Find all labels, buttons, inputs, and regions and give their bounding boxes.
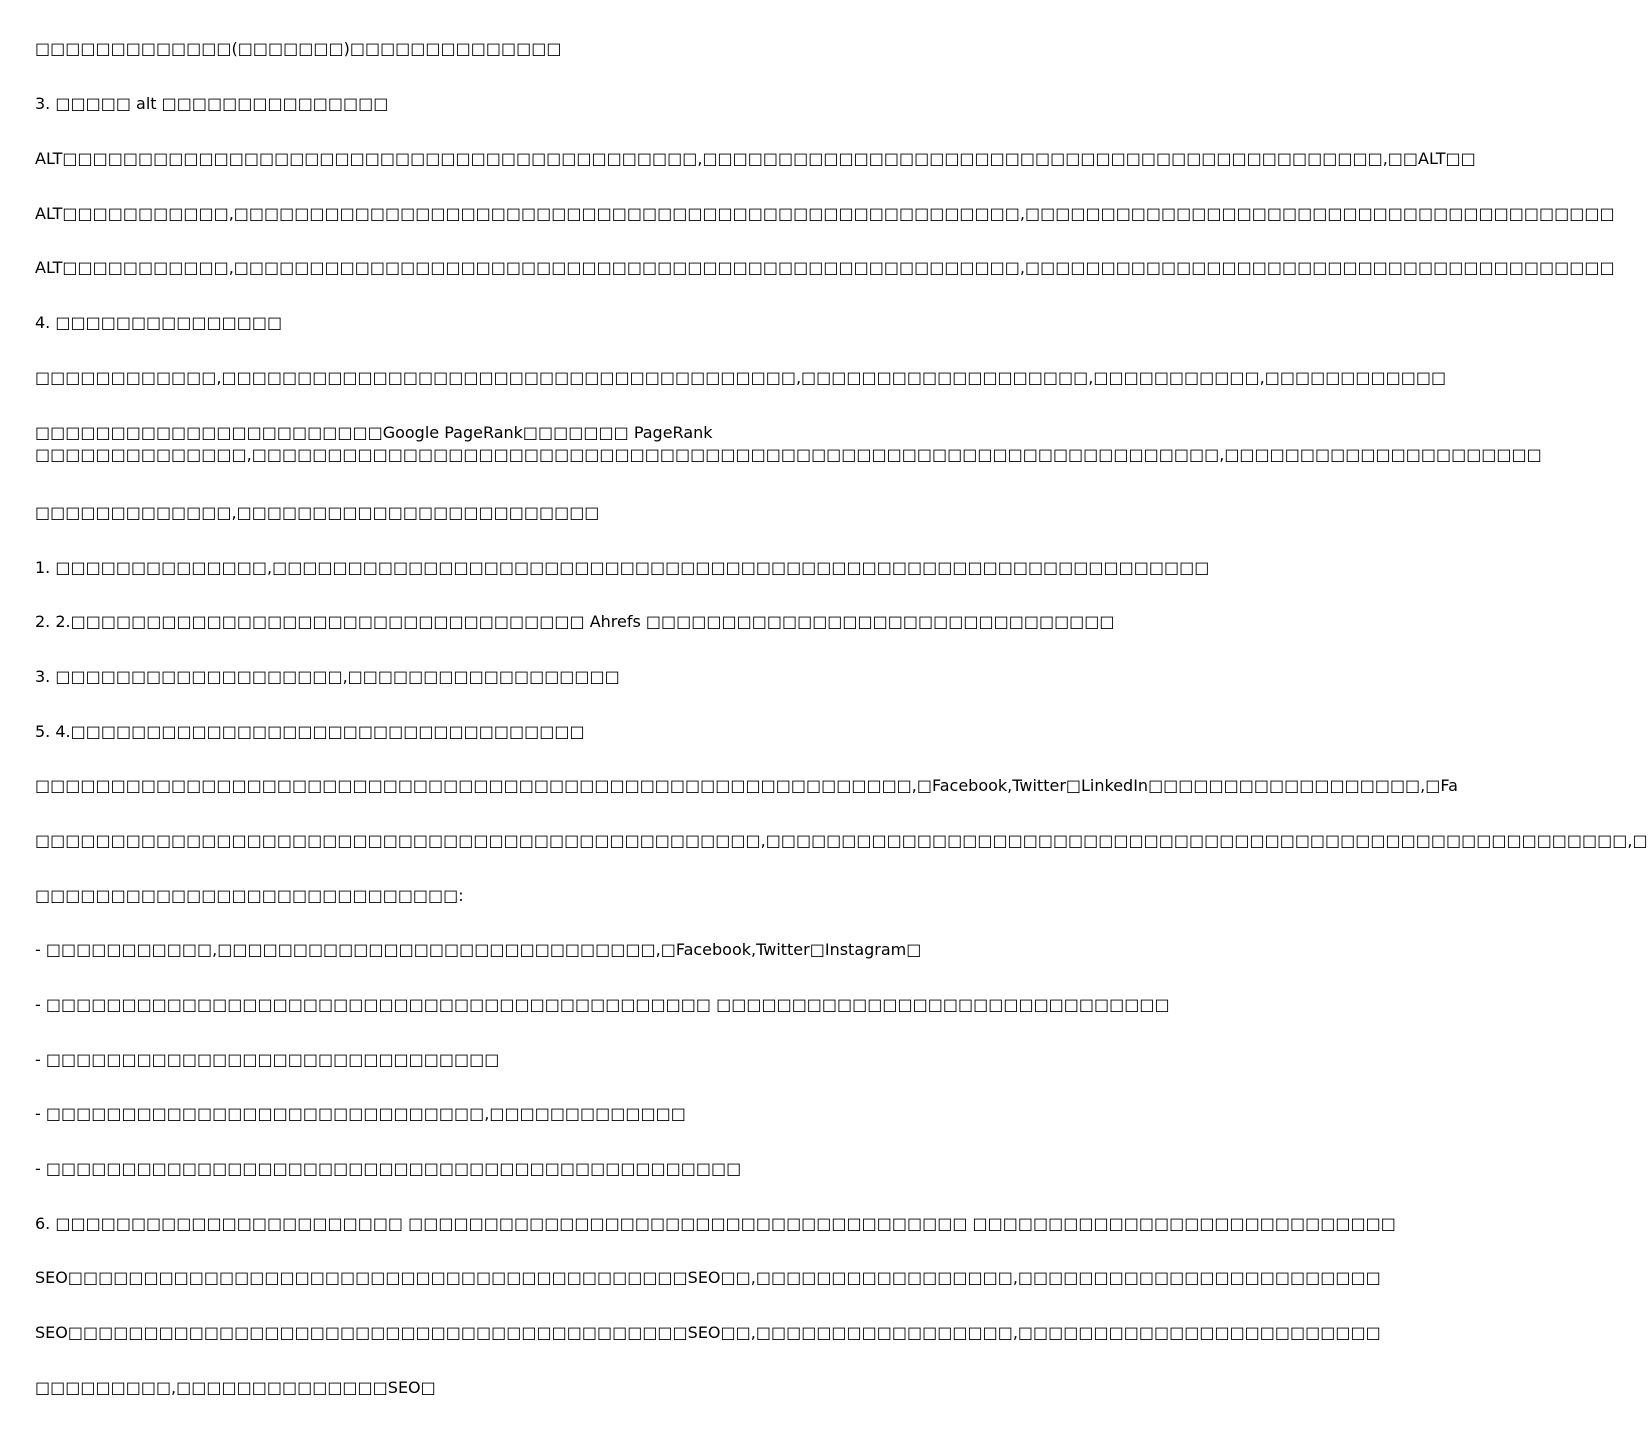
list-item: 2. 2.□□□□□□□□□□□□□□□□□□□□□□□□□□□□□□□□□□ Ahrefs □□□□□□□□□□□□□□□□□□□□□□□□□□□□□□□	[35, 612, 1115, 631]
paragraph-line: □□□□□□□□□□□□□(□□□□□□□)□□□□□□□□□□□□□□	[35, 39, 562, 58]
paragraph-line: □□□□□□□□□,□□□□□□□□□□□□□□SEO□	[35, 1378, 436, 1397]
bullet-item: - □□□□□□□□□□□□□□□□□□□□□□□□□□□□□□□□□□□□□□□□□□□□ □□□□□□□□□□□□□□□□□□□□□□□□□□□□□□	[35, 995, 1170, 1014]
paragraph-line: □□□□□□□□□□□□□,□□□□□□□□□□□□□□□□□□□□□□□□	[35, 503, 600, 522]
paragraph-line: SEO□□□□□□□□□□□□□□□□□□□□□□□□□□□□□□□□□□□□□□□□□SEO□□,□□□□□□□□□□□□□□□□□,□□□□□□□□□□□□□□□□□□□□□□□□	[35, 1268, 1381, 1287]
list-item: 1. □□□□□□□□□□□□□□,□□□□□□□□□□□□□□□□□□□□□□□□□□□□□□□□□□□□□□□□□□□□□□□□□□□□□□□□□□□□□□	[35, 558, 1210, 577]
paragraph-line: ALT□□□□□□□□□□□,□□□□□□□□□□□□□□□□□□□□□□□□□□□□□□□□□□□□□□□□□□□□□□□□□□□□,□□□□□□□□□□□□□□□□□□□□□□□□□□□□□□□□□□□□□□□	[35, 258, 1615, 277]
section-heading-alt: 3. □□□□□ alt □□□□□□□□□□□□□□□	[35, 94, 389, 113]
paragraph-pagerank	[35, 422, 1542, 466]
paragraph-line: ALT□□□□□□□□□□□,□□□□□□□□□□□□□□□□□□□□□□□□□□□□□□□□□□□□□□□□□□□□□□□□□□□□,□□□□□□□□□□□□□□□□□□□□□□□□□□□□□□□□□□□□□□□	[35, 204, 1615, 223]
paragraph-line: ALT□□□□□□□□□□□□□□□□□□□□□□□□□□□□□□□□□□□□□□□□□□,□□□□□□□□□□□□□□□□□□□□□□□□□□□□□□□□□□□□□□□□□□□□□,□□ALT□□	[35, 149, 1476, 168]
bullet-item: - □□□□□□□□□□□□□□□□□□□□□□□□□□□□□,□□□□□□□□□□□□□	[35, 1104, 686, 1123]
section-heading-4: 4. □□□□□□□□□□□□□□□	[35, 313, 283, 332]
list-item: 3. □□□□□□□□□□□□□□□□□□□,□□□□□□□□□□□□□□□□□□	[35, 667, 620, 686]
paragraph-line: □□□□□□□□□□□□□□□□□□□□□□□□□□□□□□□□□□□□□□□□□□□□□□□□,□□□□□□□□□□□□□□□□□□□□□□□□□□□□□□□□□□□□□□□□□□□□□□□□□□□□□□□□□,□	[35, 831, 1648, 850]
paragraph-line: □□□□□□□□□□□□□□□□□□□□□□□□□□□□:	[35, 886, 464, 905]
paragraph-line: □□□□□□□□□□□□,□□□□□□□□□□□□□□□□□□□□□□□□□□□□□□□□□□□□□□,□□□□□□□□□□□□□□□□□□□,□□□□□□□□□□□,□□□□□□□□□□□□	[35, 368, 1447, 387]
bullet-item: - □□□□□□□□□□□□□□□□□□□□□□□□□□□□□□	[35, 1050, 500, 1069]
section-heading-5: 5. 4.□□□□□□□□□□□□□□□□□□□□□□□□□□□□□□□□□□	[35, 722, 585, 741]
bullet-item: - □□□□□□□□□□□,□□□□□□□□□□□□□□□□□□□□□□□□□□□□□,□Facebook,Twitter□Instagram□	[35, 940, 922, 959]
paragraph-line: SEO□□□□□□□□□□□□□□□□□□□□□□□□□□□□□□□□□□□□□□□□□SEO□□,□□□□□□□□□□□□□□□□□,□□□□□□□□□□□□□□□□□□□□□□□□	[35, 1323, 1381, 1342]
paragraph-line: □□□□□□□□□□□□□□,□□□□□□□□□□□□□□□□□□□□□□□□□□□□□□□□□□□□□□□□□□□□□□□□□□□□□□□□□□□□□□□□,□□□□□□□□□□□□□□□□□□□□□	[35, 445, 1542, 464]
bullet-item: - □□□□□□□□□□□□□□□□□□□□□□□□□□□□□□□□□□□□□□□□□□□□□□	[35, 1159, 742, 1178]
paragraph-line: □□□□□□□□□□□□□□□□□□□□□□□Google PageRank□□□□□□□ PageRank	[35, 423, 713, 442]
section-heading-6: 6. □□□□□□□□□□□□□□□□□□□□□□□ □□□□□□□□□□□□□□□□□□□□□□□□□□□□□□□□□□□□□ □□□□□□□□□□□□□□□□□□□□□□□□□□□□	[35, 1214, 1396, 1233]
paragraph-line: □□□□□□□□□□□□□□□□□□□□□□□□□□□□□□□□□□□□□□□□□□□□□□□□□□□□□□□□□□,□Facebook,Twitter□LinkedIn□□□□□□□□□□□□□□□□□□,□Fa	[35, 776, 1458, 795]
